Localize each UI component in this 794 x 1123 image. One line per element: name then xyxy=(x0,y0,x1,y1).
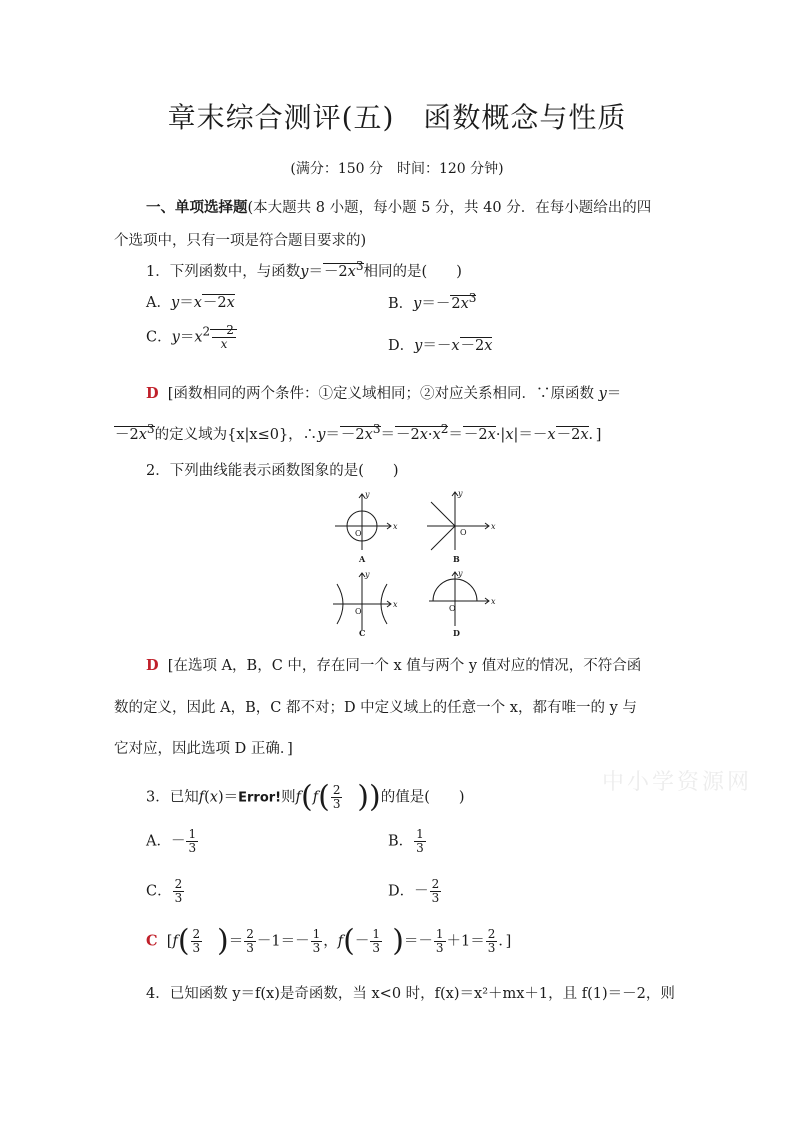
section-desc-1: (本大题共 8 小题，每小题 5 分，共 40 分．在每小题给出的四 xyxy=(247,200,652,216)
q2-exp-3: 它对应，因此选项 D 正确．] xyxy=(114,741,293,757)
q2-stem: 2．下列曲线能表示函数图象的是( ) xyxy=(146,463,399,479)
graph-b-y-label: y xyxy=(458,489,463,498)
q1-stem: 1．下列函数中，与函数$y=-2x^3$相同的是( ) xyxy=(146,259,462,280)
q1-answer: D xyxy=(146,385,159,402)
section-heading: 一、单项选择题 xyxy=(146,199,248,216)
q1-explanation-line2: $-2x^3$的定义域为{x|x≤0}，$\therefore y=-2x^3=-2x\cdot x^2=-2x\cdot|x|=-x-2x$．] xyxy=(115,422,602,443)
q1-option-b-label: B． xyxy=(388,295,414,312)
q1-option-c-label: C． xyxy=(146,329,172,346)
q4-stem: 4．已知函数 y＝f(x)是奇函数，当 x<0 时，f(x)＝x²＋mx＋1，且 f(1)＝－2，则 xyxy=(146,986,675,1002)
q2-graphs xyxy=(325,488,500,638)
q1-option-a-label: A． xyxy=(146,295,171,311)
q3-stem-b: 则 xyxy=(281,789,296,806)
q3-error-token: Error! xyxy=(238,790,282,806)
q3-option-b-label: B． xyxy=(388,833,414,850)
q3-option-c: C． $\frac{2}{3}$ xyxy=(146,877,183,905)
graph-d-y-label: y xyxy=(458,569,463,578)
q3-option-a-label: A． xyxy=(146,833,171,850)
graph-b-ray-up xyxy=(431,502,455,526)
graph-d-x-label: x xyxy=(491,597,496,606)
q1-exp-2a: 的定义域为{ xyxy=(154,426,237,443)
section-heading-line xyxy=(146,196,651,217)
graph-d-caption: D xyxy=(453,628,460,638)
q3-option-d-label: D． xyxy=(388,883,415,900)
graph-b-ray-down xyxy=(431,526,455,550)
exam-meta: (满分：150 分 时间：120 分钟) xyxy=(290,161,504,177)
q3-stem-a: 3．已知 xyxy=(146,789,199,806)
q3-stem: 3．已知f(x)＝Error!则f(f( $\frac{2}{3}$ ))的值是( ) xyxy=(146,779,465,815)
graph-b-origin: O xyxy=(460,528,467,537)
graph-a-origin: O xyxy=(355,529,362,538)
graph-c-origin: O xyxy=(355,607,362,616)
q2-exp-2: 数的定义，因此 A，B，C 都不对；D 中定义域上的任意一个 x，都有唯一的 y 与 xyxy=(114,700,637,716)
q3-option-a: A．－ $\frac{1}{3}$ xyxy=(146,827,197,855)
q1-option-d: D．y＝－x－2x xyxy=(388,338,493,354)
q1-option-b: B．$y=-2x^3$ xyxy=(388,291,477,312)
q2-answer: D xyxy=(146,657,159,674)
graph-c-y-label: y xyxy=(365,570,370,579)
graph-b-caption: B xyxy=(453,554,460,564)
q1-stem-tail: 相同的是( ) xyxy=(363,263,462,280)
q1-exp-1: [函数相同的两个条件：①定义域相同；②对应关系相同．∵原函数 xyxy=(167,386,594,402)
q2-explanation-line1 xyxy=(146,654,641,675)
q1-exp-2c: ．] xyxy=(588,426,602,443)
q3-option-b: B． $\frac{1}{3}$ xyxy=(388,827,424,855)
graph-a-x-label: x xyxy=(393,522,398,531)
q1-option-d-label: D． xyxy=(388,338,415,354)
q1-option-a: A．y＝x－2x xyxy=(146,295,235,311)
q3-stem-c: 的值是( ) xyxy=(380,789,465,806)
graph-d-origin: O xyxy=(449,604,456,613)
q3-answer: C xyxy=(146,932,158,950)
graph-c-caption: C xyxy=(359,628,366,638)
q1-stem-text: 1．下列函数中，与函数 xyxy=(146,263,301,280)
graph-a-caption: A xyxy=(359,554,366,564)
q1-option-c: C．$y=x^2$ $\frac{-2}{x}$ xyxy=(146,324,237,351)
watermark: 中小学资源网 xyxy=(602,770,753,795)
q3-option-c-label: C． xyxy=(146,883,172,900)
graph-b-x-label: x xyxy=(491,522,496,531)
page-title: 章末综合测评(五) 函数概念与性质 xyxy=(167,101,627,134)
q1-exp-2b: x|x≤0}，∴ xyxy=(236,426,318,443)
q3-option-d: D．－ $\frac{2}{3}$ xyxy=(388,877,440,905)
section-desc-2: 个选项中，只有一项是符合题目要求的) xyxy=(114,233,367,249)
graph-c-x-label: x xyxy=(393,600,398,609)
q3-explanation: C [f( $\frac{2}{3}$ )＝ $\frac{2}{3}$ －1＝－ $\frac{1}{3}$ ，f(－ $\frac{1}{3}$ )＝－ $\frac{1}{3}$ ＋1＝ $\frac{2}{3}$ ．] xyxy=(146,923,512,959)
q2-exp-1: [在选项 A，B，C 中，存在同一个 x 值与两个 y 值对应的情况，不符合函 xyxy=(167,658,642,674)
graph-a-y-label: y xyxy=(365,490,370,499)
q1-explanation-line1: D [函数相同的两个条件：①定义域相同；②对应关系相同．∵原函数 y＝ xyxy=(146,385,622,402)
